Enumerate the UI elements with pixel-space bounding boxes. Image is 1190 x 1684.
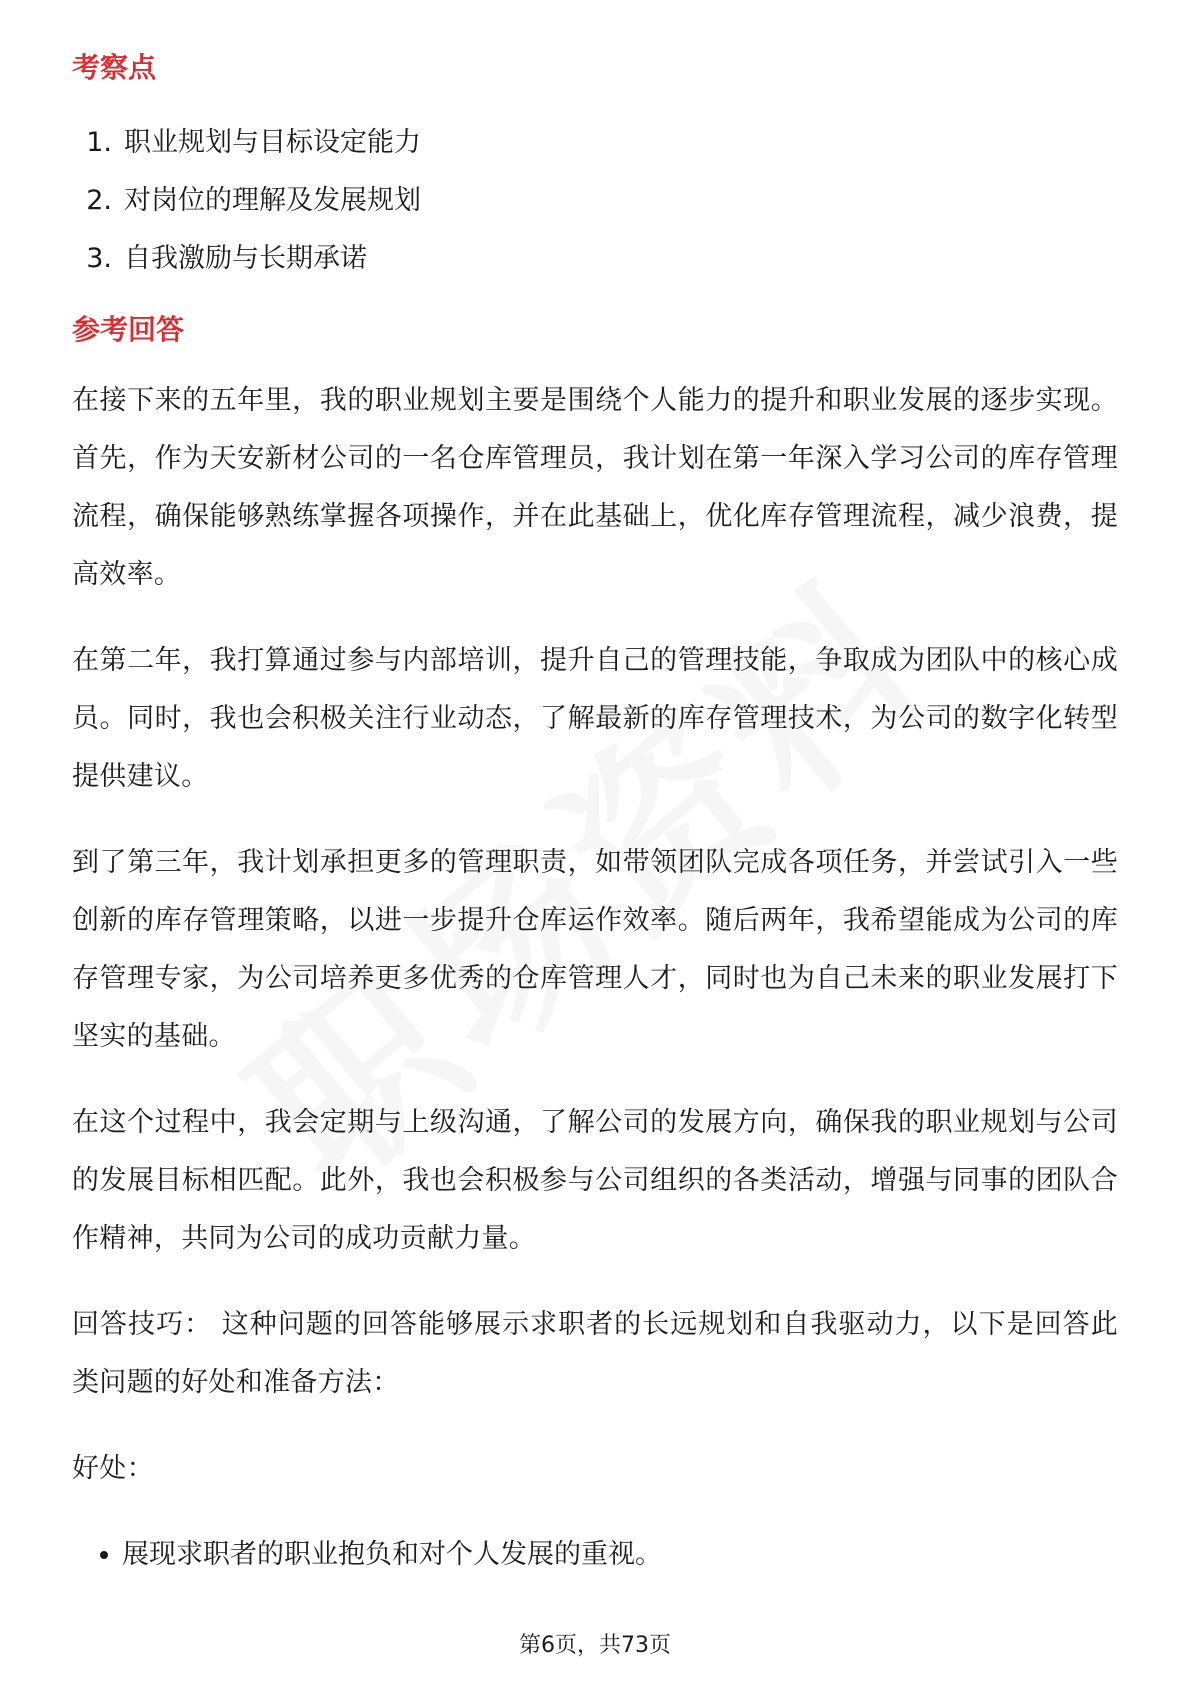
paragraph-year-one: 在接下来的五年里，我的职业规划主要是围绕个人能力的提升和职业发展的逐步实现。首先，作为天安新材公司的一名仓库管理员，我计划在第一年深入学习公司的库存管理流程，确保能够熟练掌握各项操作，并在此基础上，优化库存管理流程，减少浪费，提高效率。: [72, 385, 1118, 590]
section-heading-points: 考察点: [72, 51, 157, 84]
list-item: [72, 230, 1118, 288]
list-item: [72, 172, 1118, 230]
list-item-text: 展现求职者的职业抱负和对个人发展的重视。: [122, 1539, 662, 1570]
paragraph-year-three: 到了第三年，我计划承担更多的管理职责，如带领团队完成各项任务，并尝试引入一些创新的库存管理策略，以进一步提升仓库运作效率。随后两年，我希望能成为公司的库存管理专家，为公司培养更多优秀的仓库管理人才，同时也为自己未来的职业发展打下坚实的基础。: [72, 847, 1118, 1052]
paragraph-benefits-label: 好处：: [72, 1453, 154, 1484]
benefits-list: [72, 1526, 1118, 1584]
list-item-text: 职业规划与目标设定能力: [124, 127, 421, 158]
page-number: 第6页，共73页: [519, 1633, 671, 1658]
list-number: 2.: [86, 185, 112, 216]
paragraph-answer-tips: 回答技巧： 这种问题的回答能够展示求职者的长远规划和自我驱动力，以下是回答此类问题的好处和准备方法：: [72, 1309, 1118, 1398]
list-number: 3.: [86, 243, 112, 274]
list-item-text: 对岗位的理解及发展规划: [124, 185, 421, 216]
content-area: [72, 48, 1118, 1584]
section-heading-answer: 参考回答: [72, 313, 185, 346]
list-item-text: 自我激励与长期承诺: [124, 243, 367, 274]
paragraph-communication: 在这个过程中，我会定期与上级沟通，了解公司的发展方向，确保我的职业规划与公司的发展目标相匹配。此外，我也会积极参与公司组织的各类活动，增强与同事的团队合作精神，共同为公司的成功贡献力量。: [72, 1107, 1118, 1254]
points-list: [72, 114, 1118, 288]
list-item: [72, 1526, 1118, 1584]
paragraph-year-two: 在第二年，我打算通过参与内部培训，提升自己的管理技能，争取成为团队中的核心成员。同时，我也会积极关注行业动态，了解最新的库存管理技术，为公司的数字化转型提供建议。: [72, 645, 1118, 792]
list-item: [72, 114, 1118, 172]
list-number: 1.: [86, 127, 112, 158]
bullet-icon: [100, 1551, 108, 1559]
